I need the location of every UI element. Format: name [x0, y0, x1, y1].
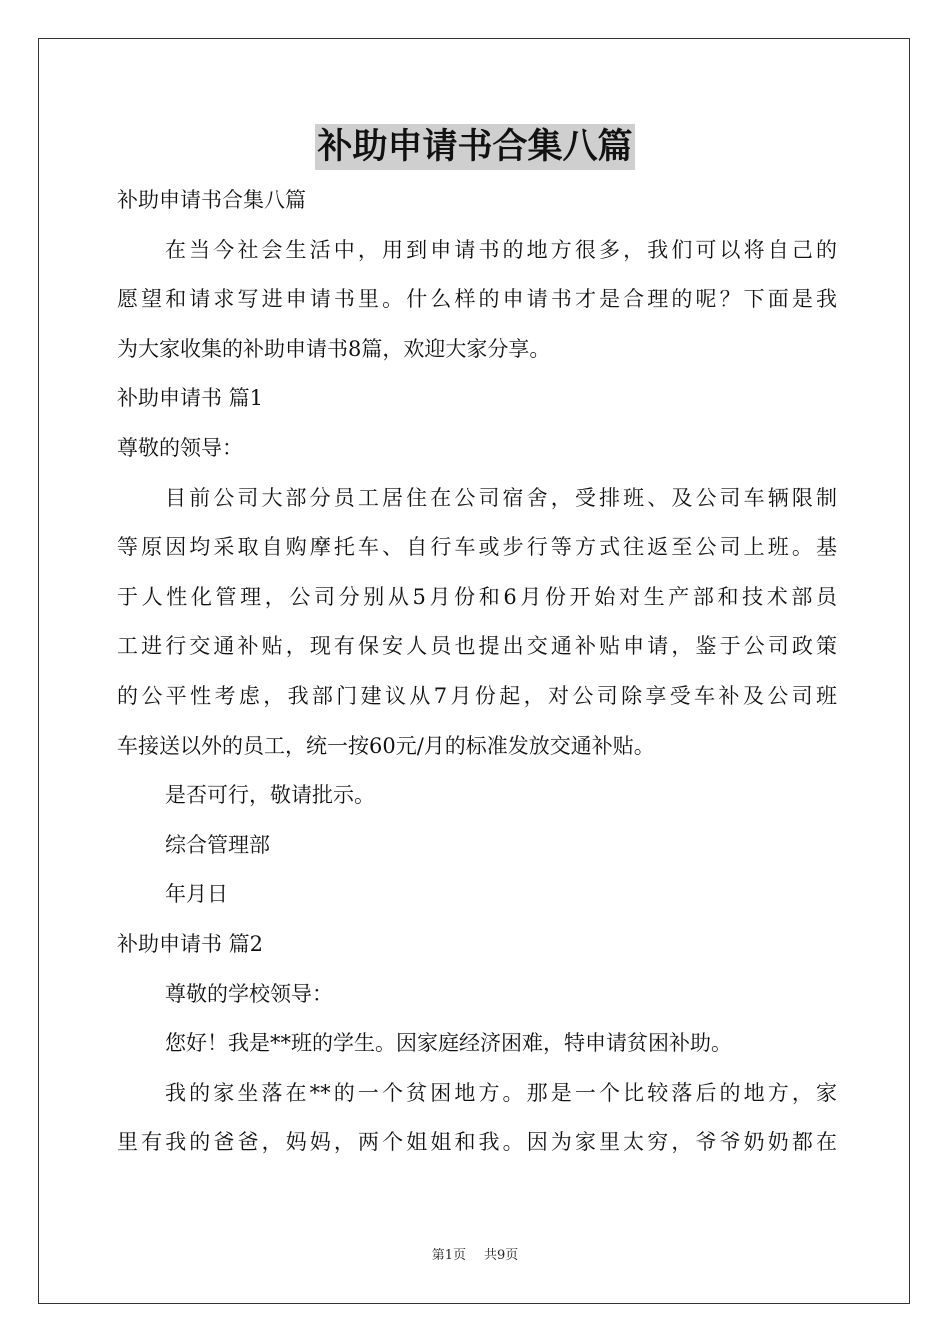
document-body [117, 176, 837, 1168]
text-line: 补助申请书合集八篇 [117, 188, 306, 212]
text-line: 车接送以外的员工，统一按60元/月的标准发放交通补贴。 [117, 733, 655, 758]
text-line: 于人性化管理，公司分别从5月份和6月份开始对生产部和技术部员 [117, 584, 837, 609]
text-line: 愿望和请求写进申请书里。什么样的申请书才是合理的呢？下面是我 [117, 287, 837, 312]
text-line: 综合管理部 [165, 832, 270, 857]
text-line: 工进行交通补贴，现有保安人员也提出交通补贴申请，鉴于公司政策 [117, 634, 837, 659]
text-line: 尊敬的领导： [117, 435, 243, 460]
text-line: 的公平性考虑，我部门建议从7月份起，对公司除享受车补及公司班 [117, 683, 837, 708]
text-line: 您好！我是**班的学生。因家庭经济困难，特申请贫困补助。 [165, 1031, 732, 1056]
text-line: 等原因均采取自购摩托车、自行车或步行等方式往返至公司上班。基 [117, 535, 837, 560]
title-container [0, 124, 950, 170]
text-line: 补助申请书 篇1 [117, 386, 264, 411]
page-total: 共9页 [484, 1248, 519, 1263]
page-number: 第1页 [431, 1248, 466, 1263]
text-line: 年月日 [165, 882, 228, 907]
page-footer [0, 1247, 950, 1265]
text-line: 目前公司大部分员工居住在公司宿舍，受排班、及公司车辆限制 [165, 485, 837, 510]
text-line: 是否可行，敬请批示。 [165, 783, 375, 808]
text-line: 里有我的爸爸，妈妈，两个姐姐和我。因为家里太穷，爷爷奶奶都在 [117, 1130, 837, 1155]
text-line: 在当今社会生活中，用到申请书的地方很多，我们可以将自己的 [165, 237, 837, 262]
text-line: 尊敬的学校领导： [165, 981, 333, 1006]
text-line: 为大家收集的补助申请书8篇，欢迎大家分享。 [117, 336, 551, 361]
text-line: 补助申请书 篇2 [117, 931, 264, 956]
document-title: 补助申请书合集八篇 [315, 124, 634, 170]
text-line: 我的家坐落在**的一个贫困地方。那是一个比较落后的地方，家 [165, 1080, 837, 1105]
